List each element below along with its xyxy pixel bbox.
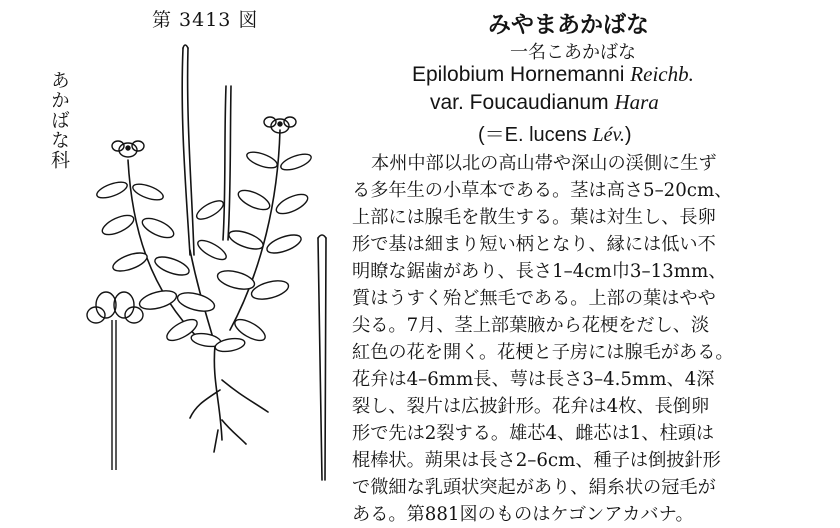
description-line: 尖る。7月、茎上部葉腋から花梗をだし、淡 (352, 315, 710, 336)
description-line: 明瞭な鋸歯があり、長さ1–4cm巾3–13mm、 (352, 261, 727, 282)
species-title: みやまあかばな (488, 11, 649, 38)
synonym-line: (＝E. lucens Lév.) (478, 124, 632, 146)
description-line: 上部には腺毛を散生する。葉は対生し、長卵 (352, 207, 716, 228)
scientific-author: Reichb. (630, 62, 694, 86)
seed-pod (223, 86, 226, 240)
flower-detail (87, 292, 143, 470)
alternate-name: 一名こあかばな (510, 42, 636, 63)
description-line: る多年生の小草本である。茎は高さ5–20cm、 (352, 180, 733, 201)
scientific-author: Hara (614, 90, 659, 114)
description-line: 形で先は2裂する。雄芯4、雌芯は1、柱頭は (352, 423, 715, 444)
description-line: 本州中部以北の高山帯や深山の渓側に生ず (371, 153, 717, 174)
roots (190, 345, 268, 452)
synonym-author: Lév. (592, 124, 625, 146)
description-line: ある。第881図のものはケゴンアカバナ。 (352, 504, 694, 525)
flower-left (112, 141, 144, 157)
detached-pod (318, 238, 322, 480)
description-line: 紅色の花を開く。花梗と子房には腺毛がある。 (352, 342, 734, 363)
description-line: 花弁は4–6mm長、萼は長さ3–4.5mm、4深 (352, 369, 715, 390)
scientific-name-line1: Epilobium Hornemanni Reichb. (412, 62, 694, 86)
description-line: 質はうすく殆ど無毛である。上部の葉はやや (352, 288, 716, 309)
scientific-name-line2: var. Foucaudianum Hara (430, 90, 659, 114)
description-line: で微細な乳頭状突起があり、絹糸状の冠毛が (352, 477, 716, 498)
description-line: 形で基は細まり短い柄となり、縁には低い不 (352, 234, 716, 255)
leaves (95, 149, 313, 354)
plant-family-label: あかばな科 (48, 70, 70, 170)
species-description (352, 150, 810, 528)
plant-illustration (0, 0, 340, 500)
description-line: 裂し、裂片は広披針形。花弁は4枚、長倒卵 (352, 396, 710, 417)
figure-number: 第 3413 図 (152, 9, 259, 31)
description-line: 棍棒状。蒴果は長さ2–6cm、種子は倒披針形 (352, 450, 721, 471)
